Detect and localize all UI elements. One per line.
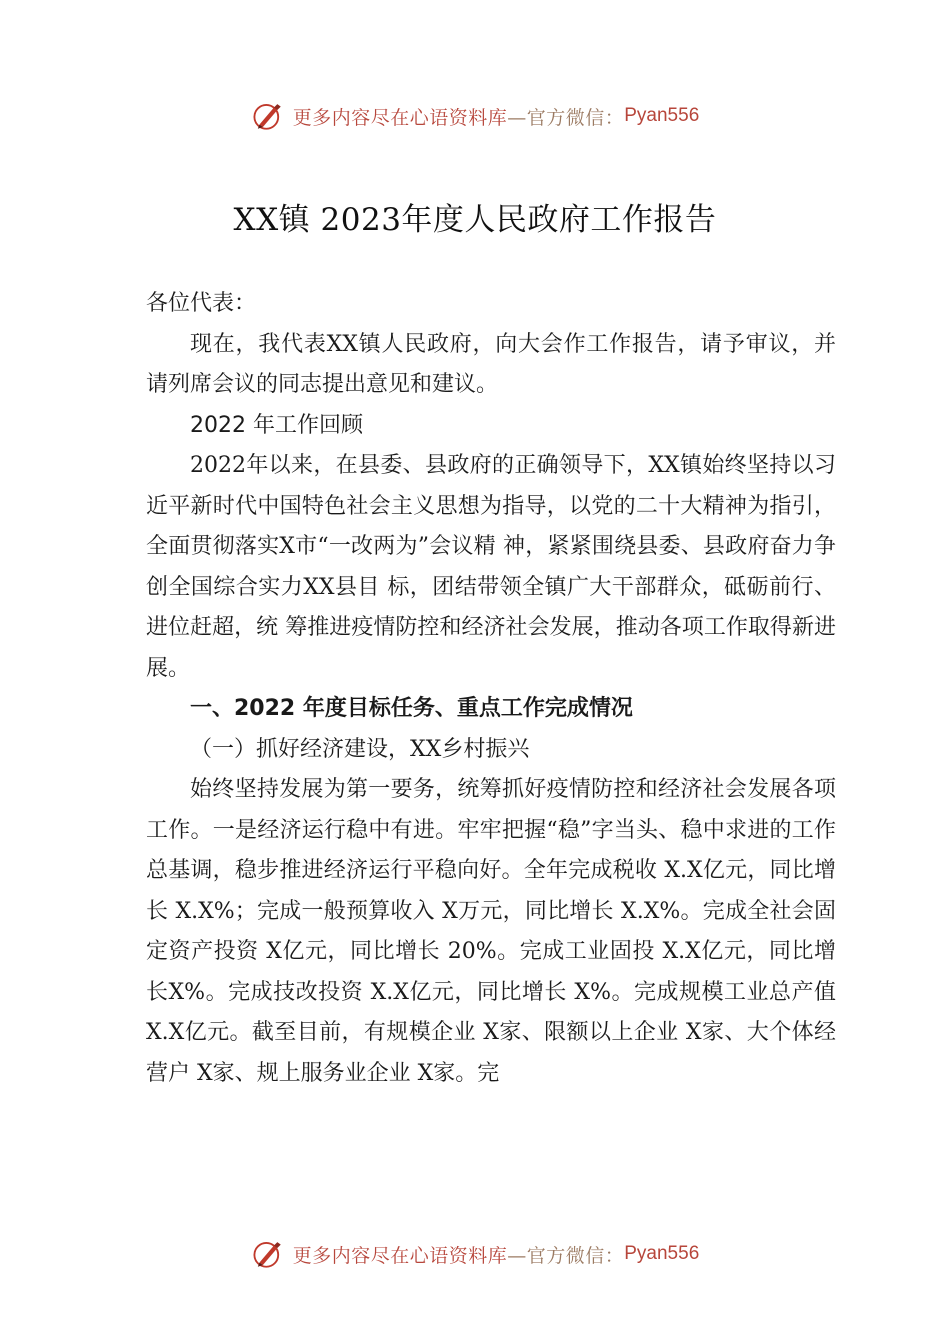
watermark-id-text: Pyan556	[624, 105, 700, 126]
review-paragraph: 2022年以来，在县委、县政府的正确领导下，XX镇始终坚持以习近平新时代中国特色社会主义思想为指导，以党的二十大精神为指引，全面贯彻落实X市“一改两为”会议精 神，紧紧围绕县委、县政府奋力争创全国综合实力XX县目 标，团结带领全镇广大干部群众，砥砺前行、进位赶超，统 筹推进疫情防控和经济社会发展，推动各项工作取得新进展。	[146, 453, 836, 681]
salutation: 各位代表：	[146, 291, 257, 316]
section-heading-tasks: 一、2022 年度目标任务、重点工作完成情况	[190, 696, 633, 721]
header-watermark	[0, 96, 950, 136]
section-heading-review: 2022 年工作回顾	[190, 412, 363, 438]
subsection-heading-economy: （一）抓好经济建设，XX乡村振兴	[190, 736, 530, 762]
document-title: XX镇 2023年度人民政府工作报告	[233, 202, 717, 238]
document-body	[146, 284, 836, 1094]
watermark-main-text: 更多内容尽在心语资料库	[292, 106, 508, 129]
watermark-suffix-text: —官方微信：	[507, 106, 625, 129]
pen-logo-icon	[251, 1237, 285, 1271]
intro-paragraph: 现在，我代表XX镇人民政府，向大会作工作报告，请予审议，并请列席会议的同志提出意见和建议。	[146, 331, 836, 397]
watermark-suffix-text: —官方微信：	[507, 1244, 625, 1267]
footer-watermark	[0, 1234, 950, 1274]
economy-paragraph: 始终坚持发展为第一要务，统筹抓好疫情防控和经济社会发展各项工作。一是经济运行稳中有进。牢牢把握“稳”字当头、稳中求进的工作总基调，稳步推进经济运行平稳向好。全年完成税收 X.X亿元，同比增长 X.X%；完成一般预算收入 X万元，同比增长 X.X%。完成全社会固定资产投资 X亿元，同比增长 20%。完成工业固投 X.X亿元，同比增长X%。完成技改投资 X.X亿元，同比增长 X%。完成规模工业总产值 X.X亿元。截至目前，有规模企业 X家、限额以上企业 X家、大个体经营户 X家、规上服务业企业 X家。完	[146, 777, 836, 1086]
watermark-id-text: Pyan556	[624, 1243, 700, 1264]
pen-logo-icon	[251, 99, 285, 133]
watermark-main-text: 更多内容尽在心语资料库	[292, 1244, 508, 1267]
